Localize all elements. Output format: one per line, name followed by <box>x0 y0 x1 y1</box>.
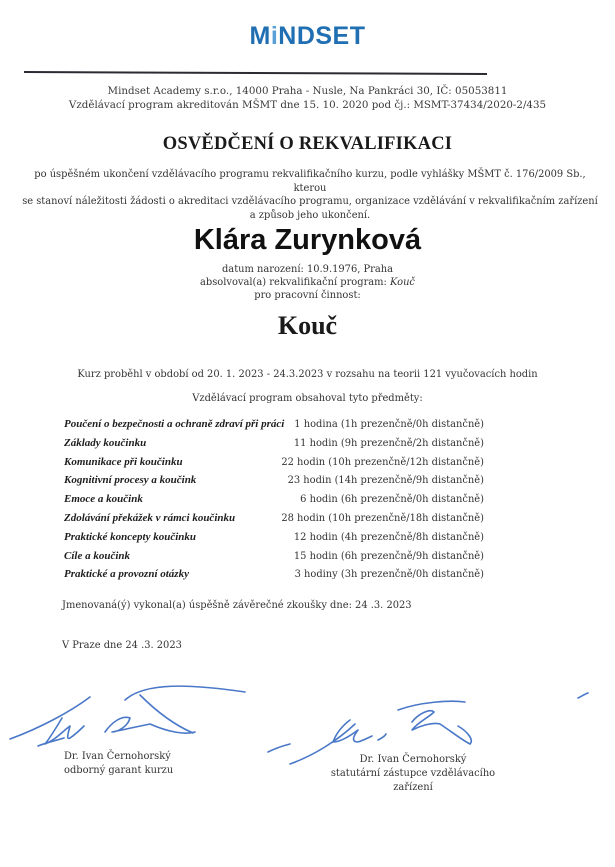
occupation-title: Kouč <box>277 311 338 340</box>
intro-line-3: a způsob jeho ukončení. <box>249 209 371 221</box>
birth-info: datum narození: 10.9.1976, Praha <box>221 264 394 275</box>
certificate-title: OSVĚDČENÍ O REKVALIFIKACI <box>162 134 453 154</box>
logo-text-ndset: NDSET <box>278 22 366 50</box>
intro-line-1: po úspěšném ukončení vzdělávacího programu rekvalifikačního kurzu, podle vyhlášky MŠMT č. 176/2009 Sb., kterou <box>34 169 586 194</box>
recipient-details <box>0 263 615 303</box>
course-period: Kurz proběhl v období od 20. 1. 2023 - 24.3.2023 v rozsahu na teorii 121 vyučovacích hodin <box>77 369 538 380</box>
subject-hours: 1 hodina (1h prezenčně/0h distančně) <box>294 419 484 430</box>
subject-row <box>64 531 484 550</box>
program-info <box>0 276 615 289</box>
subject-row <box>64 456 484 475</box>
subject-hours: 22 hodin (10h prezenčně/12h distančně) <box>281 456 484 468</box>
signature-left <box>10 686 290 752</box>
subject-row <box>64 568 484 587</box>
subjects-intro: Vzdělávací program obsahoval tyto předměty: <box>192 393 423 404</box>
subject-row <box>64 493 484 512</box>
subject-row <box>64 418 484 437</box>
signatory-name: Dr. Ivan Černohorský <box>64 751 171 762</box>
subject-name: Praktické koncepty koučinku <box>64 530 196 543</box>
subject-name: Kognitivní procesy a koučink <box>64 474 197 487</box>
issuer-header <box>0 84 615 112</box>
accreditation-line: Vzdělávací program akreditován MŠMT dne 15. 10. 2020 pod čj.: MSMT-37434/2020-2/435 <box>68 99 547 111</box>
subject-row <box>64 437 484 456</box>
signatory-statutory <box>318 753 508 795</box>
exam-statement: Jmenovaná(ý) vykonal(a) úspěšně závěrečné zkoušky dne: 24 .3. 2023 <box>62 600 412 611</box>
subject-row <box>64 512 484 531</box>
subject-hours: 6 hodin (6h prezenčně/0h distančně) <box>300 494 484 506</box>
subject-hours: 3 hodiny (3h prezenčně/0h distančně) <box>294 569 484 581</box>
subject-hours: 23 hodin (14h prezenčně/9h distančně) <box>287 475 484 487</box>
recipient-name: Klára Zurynková <box>193 224 422 256</box>
program-name: Kouč <box>390 277 415 289</box>
mindset-logo <box>0 22 615 51</box>
logo-text-m: M <box>249 22 271 50</box>
intro-line-2: se stanoví náležitosti žádosti o akreditaci vzdělávacího programu, organizace vzdělávání v rekvalifikačním zařízení <box>22 196 598 208</box>
issuer-address: Mindset Academy s.r.o., 14000 Praha - Nusle, Na Pankráci 30, IČ: 05053811 <box>107 85 508 97</box>
subject-row <box>64 474 484 493</box>
subject-hours: 11 hodin (9h prezenčně/2h distančně) <box>293 437 484 449</box>
activity-label: pro pracovní činnost: <box>254 290 361 302</box>
logo-text-i: i <box>270 22 279 50</box>
signatory-role: statutární zástupce vzdělávacího zařízení <box>330 768 496 793</box>
subject-row <box>64 550 484 569</box>
header-divider <box>24 71 487 75</box>
subject-hours: 28 hodin (10h prezenčně/18h distančně) <box>281 512 484 524</box>
subject-name: Zdolávání překážek v rámci koučinku <box>64 511 236 524</box>
subject-name: Poučení o bezpečnosti a ochraně zdraví při práci <box>64 418 285 430</box>
program-prefix: absolvoval(a) rekvalifikační program: <box>200 277 391 289</box>
subjects-list <box>64 418 484 587</box>
subject-name: Praktické a provozní otázky <box>64 568 189 581</box>
signatory-guarantor <box>64 750 173 778</box>
legal-intro <box>20 168 600 222</box>
subject-hours: 15 hodin (6h prezenčně/9h distančně) <box>293 550 484 562</box>
signatory-role: odborný garant kurzu <box>64 765 174 776</box>
signatory-name: Dr. Ivan Černohorský <box>359 754 467 765</box>
subject-hours: 12 hodin (4h prezenčně/8h distančně) <box>293 531 484 543</box>
subject-name: Komunikace při koučinku <box>64 455 183 468</box>
subject-name: Základy koučinku <box>64 436 147 449</box>
subject-name: Cíle a koučink <box>64 549 131 562</box>
place-and-date: V Praze dne 24 .3. 2023 <box>62 640 182 651</box>
subject-name: Emoce a koučink <box>64 493 143 506</box>
